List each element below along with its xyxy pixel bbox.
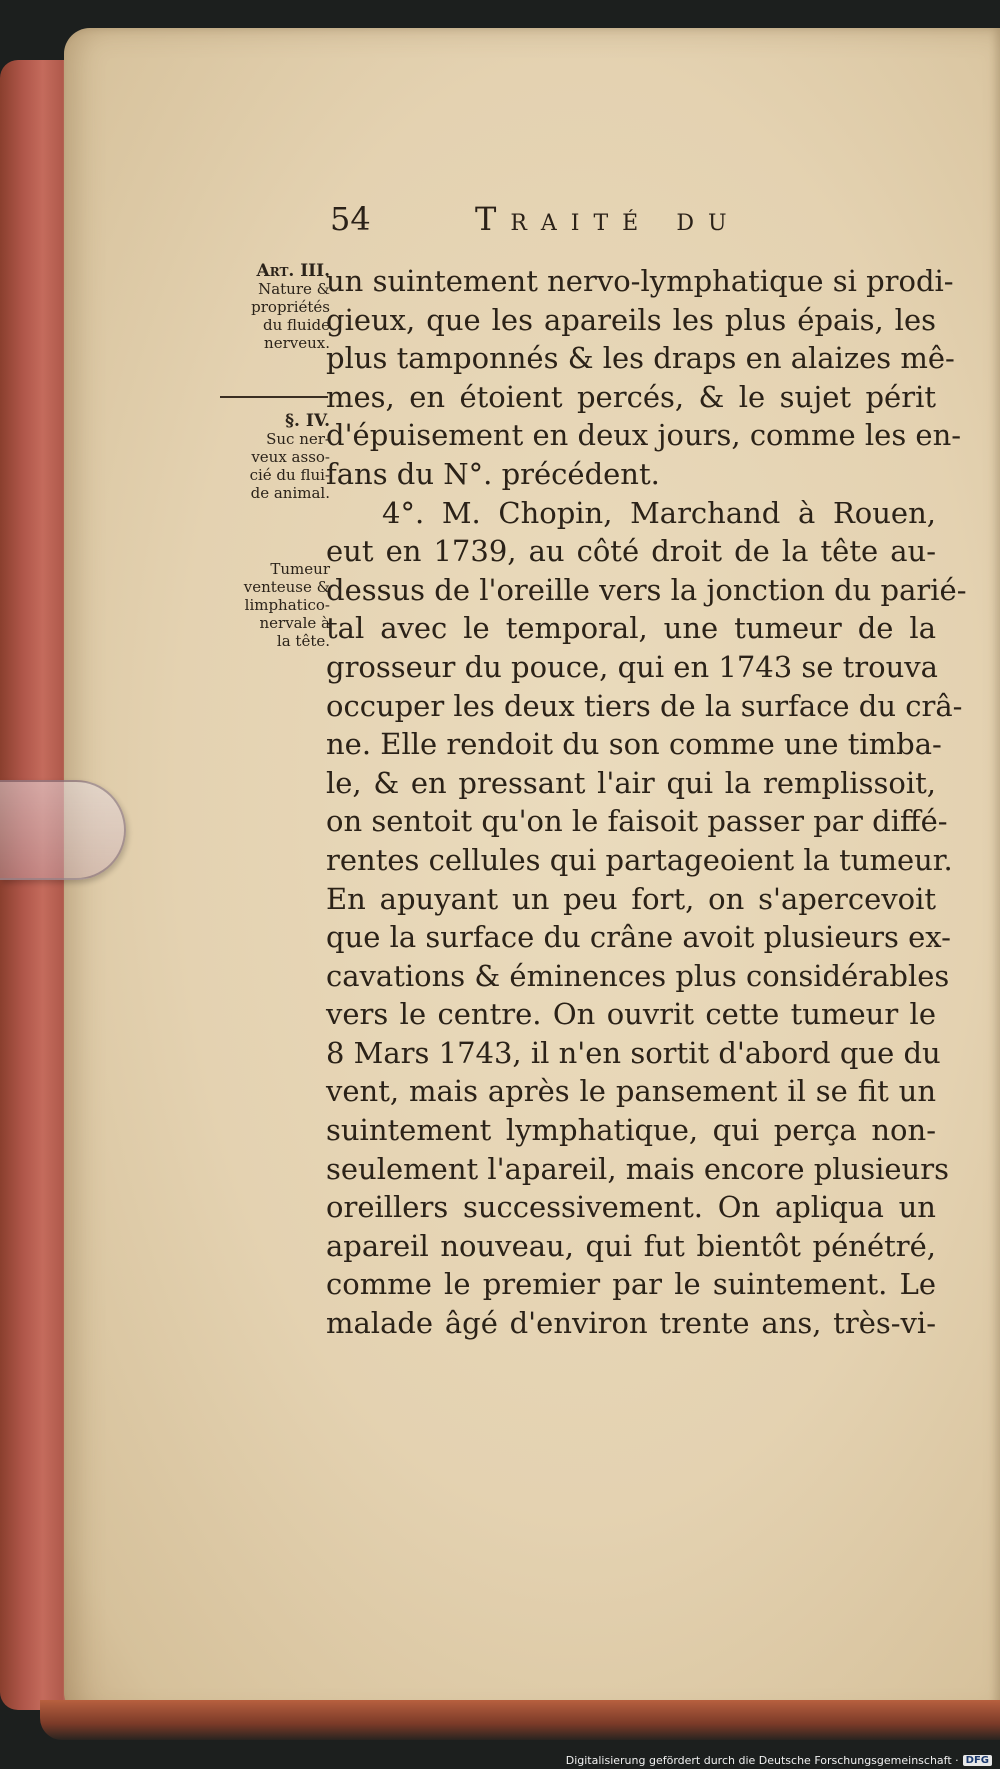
text-line: vent, mais après le pansement il se fit un [326,1074,936,1109]
text-line: d'épuisement en deux jours, comme les en- [326,418,962,453]
margin-note-line: Suc ner- [266,430,330,448]
page-bottom-edge [40,1700,1000,1740]
text-line: eut en 1739, au côté droit de la tête au- [326,534,936,569]
margin-note-line: la tête. [276,632,330,650]
text-line: fans du N°. précédent. [326,456,660,491]
text-line: comme le premier par le suintement. Le [326,1267,936,1302]
margin-note-head: §. IV. [285,411,330,431]
text-line: plus tamponnés & les draps en alaizes mê- [326,341,955,376]
text-line: oreillers successivement. On apliqua un [326,1190,936,1225]
margin-note-tumeur [212,560,330,650]
margin-note-line: nervale à [259,614,330,632]
margin-note-line: Tumeur [270,560,330,578]
text-line: 8 Mars 1743, il n'en sortit d'abord que du [326,1035,941,1070]
text-line: gieux, que les apareils les plus épais, les [326,302,936,337]
text-line: cavations & éminences plus considérables [326,958,950,993]
text-line: En apuyant un peu fort, on s'apercevoit [326,881,936,916]
text-line: occuper les deux tiers de la surface du crâ- [326,688,963,723]
page-number: 54 [330,200,371,238]
running-title: Traité du [475,200,741,238]
text-line: tal avec le temporal, une tumeur de la [326,611,936,646]
text-line: le, & en pressant l'air qui la remplissoit, [326,765,936,800]
text-line: suintement lymphatique, qui perça non- [326,1113,936,1148]
text-line: 4°. M. Chopin, Marchand à Rouen, [382,495,936,530]
text-line: dessus de l'oreille vers la jonction du parié- [326,572,967,607]
text-line: malade âgé d'environ trente ans, très-vi- [326,1306,936,1341]
text-line: un suintement nervo-lymphatique si prodi- [326,264,954,298]
margin-note-head: Art. III. [256,261,330,281]
margin-note-line: limphatico- [244,596,330,614]
margin-note-section [212,412,330,502]
dfg-logo: DFG [963,1755,992,1766]
body-text [326,262,967,1343]
text-line: apareil nouveau, qui fut bientôt pénétré, [326,1228,936,1263]
text-line: vers le centre. On ouvrit cette tumeur le [326,997,936,1032]
margin-note-line: du fluide [263,316,330,334]
margin-note-line: venteuse & [243,578,330,596]
text-line: que la surface du crâne avoit plusieurs ex- [326,920,951,955]
margin-divider [220,396,328,398]
text-line: ne. Elle rendoit du son comme une timba- [326,727,942,762]
text-line: rentes cellules qui partageoient la tumeur. [326,842,953,877]
margin-note-line: veux asso- [251,448,330,466]
digitization-credit [566,1754,992,1767]
text-line: seulement l'apareil, mais encore plusieurs [326,1151,949,1186]
scanner-thumb-clip [0,780,126,880]
text-line: grosseur du pouce, qui en 1743 se trouva [326,649,938,684]
margin-note-line: Nature & [258,280,330,298]
text-line: mes, en étoient percés, & le sujet périt [326,379,936,414]
margin-note-line: propriétés [251,298,330,316]
margin-note-article [212,262,330,352]
margin-note-line: de animal. [250,484,330,502]
page-header [330,200,890,250]
margin-note-line: cié du flui- [249,466,330,484]
text-line: on sentoit qu'on le faisoit passer par diffé- [326,804,948,839]
margin-note-line: nerveux. [264,334,330,352]
credit-text: Digitalisierung gefördert durch die Deutsche Forschungsgemeinschaft · [565,1754,959,1767]
